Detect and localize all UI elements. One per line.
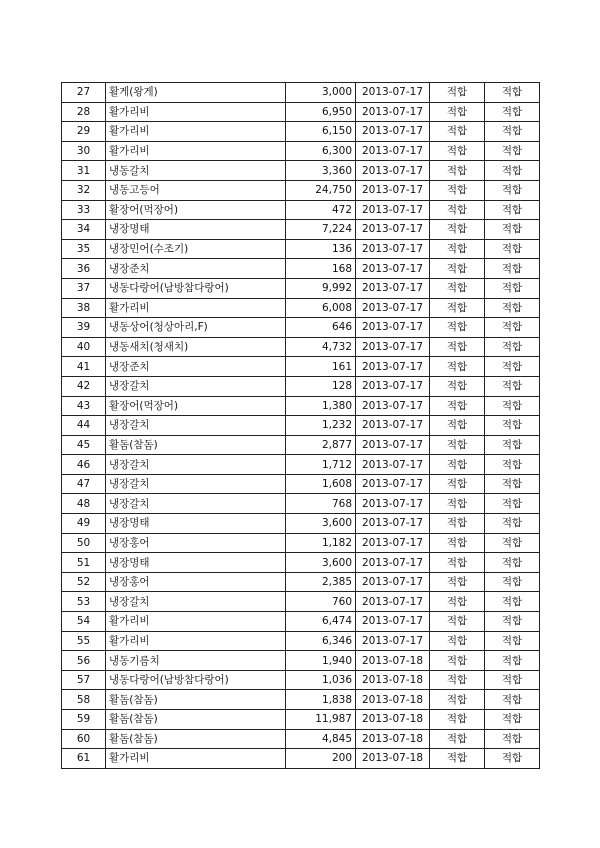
inspection-date-cell: 2013-07-17 <box>356 200 430 220</box>
result-1-cell: 적합 <box>430 102 485 122</box>
row-number-cell: 33 <box>62 200 106 220</box>
item-name-cell: 냉장갈치 <box>106 455 286 475</box>
quantity-cell: 11,987 <box>286 710 356 730</box>
result-2-cell: 적합 <box>485 357 540 377</box>
inspection-date-cell: 2013-07-17 <box>356 259 430 279</box>
table-row <box>62 396 540 416</box>
result-2-cell: 적합 <box>485 533 540 553</box>
result-2-cell: 적합 <box>485 102 540 122</box>
result-1-cell: 적합 <box>430 435 485 455</box>
quantity-cell: 472 <box>286 200 356 220</box>
table-row <box>62 376 540 396</box>
table-row <box>62 729 540 749</box>
row-number-cell: 30 <box>62 141 106 161</box>
item-name-cell: 냉장명태 <box>106 553 286 573</box>
result-2-cell: 적합 <box>485 435 540 455</box>
item-name-cell: 활돔(참돔) <box>106 435 286 455</box>
quantity-cell: 6,474 <box>286 612 356 632</box>
item-name-cell: 활돔(참돔) <box>106 710 286 730</box>
table-row <box>62 553 540 573</box>
inspection-date-cell: 2013-07-17 <box>356 553 430 573</box>
result-2-cell: 적합 <box>485 474 540 494</box>
table-row <box>62 651 540 671</box>
result-2-cell: 적합 <box>485 259 540 279</box>
inspection-date-cell: 2013-07-17 <box>356 83 430 103</box>
item-name-cell: 활가리비 <box>106 631 286 651</box>
table-row <box>62 200 540 220</box>
row-number-cell: 31 <box>62 161 106 181</box>
table-row <box>62 572 540 592</box>
result-2-cell: 적합 <box>485 651 540 671</box>
table-row <box>62 514 540 534</box>
table-row <box>62 122 540 142</box>
result-1-cell: 적합 <box>430 533 485 553</box>
inspection-table <box>61 82 540 769</box>
item-name-cell: 냉동기름치 <box>106 651 286 671</box>
table-row <box>62 337 540 357</box>
result-2-cell: 적합 <box>485 416 540 436</box>
result-1-cell: 적합 <box>430 337 485 357</box>
result-1-cell: 적합 <box>430 396 485 416</box>
result-1-cell: 적합 <box>430 318 485 338</box>
item-name-cell: 냉동다랑어(남방참다랑어) <box>106 670 286 690</box>
item-name-cell: 활가리비 <box>106 298 286 318</box>
inspection-date-cell: 2013-07-17 <box>356 180 430 200</box>
table-row <box>62 631 540 651</box>
row-number-cell: 29 <box>62 122 106 142</box>
result-1-cell: 적합 <box>430 200 485 220</box>
quantity-cell: 4,845 <box>286 729 356 749</box>
quantity-cell: 1,232 <box>286 416 356 436</box>
inspection-date-cell: 2013-07-17 <box>356 494 430 514</box>
item-name-cell: 활장어(먹장어) <box>106 396 286 416</box>
result-2-cell: 적합 <box>485 141 540 161</box>
inspection-date-cell: 2013-07-17 <box>356 514 430 534</box>
quantity-cell: 1,380 <box>286 396 356 416</box>
item-name-cell: 활가리비 <box>106 612 286 632</box>
row-number-cell: 49 <box>62 514 106 534</box>
result-2-cell: 적합 <box>485 514 540 534</box>
table-row <box>62 180 540 200</box>
quantity-cell: 6,008 <box>286 298 356 318</box>
quantity-cell: 168 <box>286 259 356 279</box>
row-number-cell: 32 <box>62 180 106 200</box>
quantity-cell: 1,940 <box>286 651 356 671</box>
inspection-date-cell: 2013-07-17 <box>356 278 430 298</box>
table-row <box>62 455 540 475</box>
result-2-cell: 적합 <box>485 278 540 298</box>
row-number-cell: 55 <box>62 631 106 651</box>
row-number-cell: 38 <box>62 298 106 318</box>
item-name-cell: 냉장민어(수조기) <box>106 239 286 259</box>
result-1-cell: 적합 <box>430 298 485 318</box>
result-2-cell: 적합 <box>485 161 540 181</box>
table-row <box>62 278 540 298</box>
inspection-date-cell: 2013-07-17 <box>356 416 430 436</box>
item-name-cell: 냉장갈치 <box>106 592 286 612</box>
inspection-date-cell: 2013-07-17 <box>356 592 430 612</box>
inspection-date-cell: 2013-07-17 <box>356 572 430 592</box>
result-1-cell: 적합 <box>430 259 485 279</box>
row-number-cell: 35 <box>62 239 106 259</box>
result-1-cell: 적합 <box>430 514 485 534</box>
result-1-cell: 적합 <box>430 474 485 494</box>
result-1-cell: 적합 <box>430 122 485 142</box>
row-number-cell: 51 <box>62 553 106 573</box>
result-2-cell: 적합 <box>485 298 540 318</box>
row-number-cell: 60 <box>62 729 106 749</box>
table-body <box>62 83 540 769</box>
result-1-cell: 적합 <box>430 455 485 475</box>
table-row <box>62 474 540 494</box>
quantity-cell: 760 <box>286 592 356 612</box>
row-number-cell: 44 <box>62 416 106 436</box>
quantity-cell: 6,950 <box>286 102 356 122</box>
table-row <box>62 494 540 514</box>
result-2-cell: 적합 <box>485 690 540 710</box>
table-row <box>62 749 540 769</box>
inspection-date-cell: 2013-07-17 <box>356 357 430 377</box>
row-number-cell: 40 <box>62 337 106 357</box>
result-1-cell: 적합 <box>430 161 485 181</box>
item-name-cell: 냉동새치(청새치) <box>106 337 286 357</box>
quantity-cell: 646 <box>286 318 356 338</box>
quantity-cell: 1,838 <box>286 690 356 710</box>
quantity-cell: 3,000 <box>286 83 356 103</box>
inspection-date-cell: 2013-07-17 <box>356 396 430 416</box>
result-2-cell: 적합 <box>485 200 540 220</box>
result-1-cell: 적합 <box>430 416 485 436</box>
result-2-cell: 적합 <box>485 122 540 142</box>
inspection-date-cell: 2013-07-17 <box>356 533 430 553</box>
table-row <box>62 533 540 553</box>
inspection-date-cell: 2013-07-18 <box>356 749 430 769</box>
row-number-cell: 28 <box>62 102 106 122</box>
item-name-cell: 활장어(먹장어) <box>106 200 286 220</box>
item-name-cell: 냉동상어(청상아리,F) <box>106 318 286 338</box>
item-name-cell: 냉장명태 <box>106 220 286 240</box>
table-row <box>62 298 540 318</box>
table-row <box>62 690 540 710</box>
table-row <box>62 670 540 690</box>
row-number-cell: 41 <box>62 357 106 377</box>
quantity-cell: 1,712 <box>286 455 356 475</box>
result-2-cell: 적합 <box>485 749 540 769</box>
quantity-cell: 2,385 <box>286 572 356 592</box>
result-2-cell: 적합 <box>485 612 540 632</box>
table-row <box>62 83 540 103</box>
result-1-cell: 적합 <box>430 612 485 632</box>
row-number-cell: 39 <box>62 318 106 338</box>
item-name-cell: 냉장갈치 <box>106 494 286 514</box>
inspection-date-cell: 2013-07-18 <box>356 710 430 730</box>
item-name-cell: 냉장준치 <box>106 259 286 279</box>
row-number-cell: 58 <box>62 690 106 710</box>
inspection-date-cell: 2013-07-18 <box>356 729 430 749</box>
result-1-cell: 적합 <box>430 592 485 612</box>
inspection-date-cell: 2013-07-17 <box>356 631 430 651</box>
row-number-cell: 46 <box>62 455 106 475</box>
inspection-date-cell: 2013-07-17 <box>356 220 430 240</box>
quantity-cell: 3,360 <box>286 161 356 181</box>
inspection-date-cell: 2013-07-17 <box>356 435 430 455</box>
result-1-cell: 적합 <box>430 670 485 690</box>
table-row <box>62 141 540 161</box>
quantity-cell: 6,346 <box>286 631 356 651</box>
item-name-cell: 냉장명태 <box>106 514 286 534</box>
inspection-date-cell: 2013-07-18 <box>356 651 430 671</box>
result-2-cell: 적합 <box>485 455 540 475</box>
item-name-cell: 활돔(참돔) <box>106 729 286 749</box>
quantity-cell: 3,600 <box>286 514 356 534</box>
inspection-date-cell: 2013-07-17 <box>356 239 430 259</box>
quantity-cell: 128 <box>286 376 356 396</box>
result-2-cell: 적합 <box>485 729 540 749</box>
row-number-cell: 59 <box>62 710 106 730</box>
quantity-cell: 1,608 <box>286 474 356 494</box>
quantity-cell: 6,150 <box>286 122 356 142</box>
result-1-cell: 적합 <box>430 690 485 710</box>
result-1-cell: 적합 <box>430 553 485 573</box>
quantity-cell: 4,732 <box>286 337 356 357</box>
quantity-cell: 6,300 <box>286 141 356 161</box>
quantity-cell: 1,036 <box>286 670 356 690</box>
result-1-cell: 적합 <box>430 651 485 671</box>
quantity-cell: 768 <box>286 494 356 514</box>
result-2-cell: 적합 <box>485 572 540 592</box>
item-name-cell: 냉동고등어 <box>106 180 286 200</box>
table-row <box>62 710 540 730</box>
item-name-cell: 활게(왕게) <box>106 83 286 103</box>
result-2-cell: 적합 <box>485 710 540 730</box>
inspection-date-cell: 2013-07-17 <box>356 612 430 632</box>
quantity-cell: 2,877 <box>286 435 356 455</box>
quantity-cell: 9,992 <box>286 278 356 298</box>
result-1-cell: 적합 <box>430 278 485 298</box>
item-name-cell: 활가리비 <box>106 749 286 769</box>
result-2-cell: 적합 <box>485 396 540 416</box>
quantity-cell: 3,600 <box>286 553 356 573</box>
result-1-cell: 적합 <box>430 220 485 240</box>
row-number-cell: 43 <box>62 396 106 416</box>
inspection-date-cell: 2013-07-17 <box>356 141 430 161</box>
inspection-date-cell: 2013-07-17 <box>356 298 430 318</box>
table-row <box>62 435 540 455</box>
result-2-cell: 적합 <box>485 337 540 357</box>
result-2-cell: 적합 <box>485 220 540 240</box>
row-number-cell: 37 <box>62 278 106 298</box>
row-number-cell: 36 <box>62 259 106 279</box>
row-number-cell: 52 <box>62 572 106 592</box>
quantity-cell: 200 <box>286 749 356 769</box>
result-1-cell: 적합 <box>430 239 485 259</box>
item-name-cell: 냉동다랑어(남방참다랑어) <box>106 278 286 298</box>
table-row <box>62 239 540 259</box>
result-1-cell: 적합 <box>430 83 485 103</box>
quantity-cell: 24,750 <box>286 180 356 200</box>
item-name-cell: 냉장갈치 <box>106 474 286 494</box>
result-1-cell: 적합 <box>430 729 485 749</box>
result-1-cell: 적합 <box>430 376 485 396</box>
table-row <box>62 416 540 436</box>
item-name-cell: 활돔(참돔) <box>106 690 286 710</box>
item-name-cell: 활가리비 <box>106 122 286 142</box>
inspection-date-cell: 2013-07-17 <box>356 318 430 338</box>
inspection-date-cell: 2013-07-17 <box>356 102 430 122</box>
result-2-cell: 적합 <box>485 631 540 651</box>
row-number-cell: 34 <box>62 220 106 240</box>
result-2-cell: 적합 <box>485 376 540 396</box>
inspection-date-cell: 2013-07-17 <box>356 455 430 475</box>
result-1-cell: 적합 <box>430 357 485 377</box>
table-row <box>62 318 540 338</box>
inspection-date-cell: 2013-07-17 <box>356 122 430 142</box>
result-1-cell: 적합 <box>430 141 485 161</box>
inspection-date-cell: 2013-07-17 <box>356 337 430 357</box>
quantity-cell: 1,182 <box>286 533 356 553</box>
result-2-cell: 적합 <box>485 318 540 338</box>
quantity-cell: 161 <box>286 357 356 377</box>
row-number-cell: 48 <box>62 494 106 514</box>
table-row <box>62 220 540 240</box>
result-1-cell: 적합 <box>430 180 485 200</box>
result-1-cell: 적합 <box>430 494 485 514</box>
row-number-cell: 57 <box>62 670 106 690</box>
result-2-cell: 적합 <box>485 494 540 514</box>
inspection-date-cell: 2013-07-17 <box>356 161 430 181</box>
result-1-cell: 적합 <box>430 710 485 730</box>
row-number-cell: 50 <box>62 533 106 553</box>
result-2-cell: 적합 <box>485 83 540 103</box>
table-row <box>62 259 540 279</box>
table-row <box>62 357 540 377</box>
row-number-cell: 42 <box>62 376 106 396</box>
table-row <box>62 161 540 181</box>
row-number-cell: 54 <box>62 612 106 632</box>
result-2-cell: 적합 <box>485 670 540 690</box>
item-name-cell: 냉장홍어 <box>106 533 286 553</box>
quantity-cell: 7,224 <box>286 220 356 240</box>
table-row <box>62 612 540 632</box>
item-name-cell: 냉장갈치 <box>106 376 286 396</box>
item-name-cell: 활가리비 <box>106 102 286 122</box>
result-2-cell: 적합 <box>485 180 540 200</box>
row-number-cell: 61 <box>62 749 106 769</box>
result-2-cell: 적합 <box>485 239 540 259</box>
result-1-cell: 적합 <box>430 631 485 651</box>
row-number-cell: 45 <box>62 435 106 455</box>
table-row <box>62 102 540 122</box>
inspection-date-cell: 2013-07-18 <box>356 670 430 690</box>
row-number-cell: 27 <box>62 83 106 103</box>
row-number-cell: 47 <box>62 474 106 494</box>
inspection-date-cell: 2013-07-17 <box>356 376 430 396</box>
result-1-cell: 적합 <box>430 749 485 769</box>
row-number-cell: 56 <box>62 651 106 671</box>
table-row <box>62 592 540 612</box>
inspection-date-cell: 2013-07-18 <box>356 690 430 710</box>
result-2-cell: 적합 <box>485 553 540 573</box>
quantity-cell: 136 <box>286 239 356 259</box>
item-name-cell: 냉장홍어 <box>106 572 286 592</box>
item-name-cell: 냉장갈치 <box>106 416 286 436</box>
item-name-cell: 냉장준치 <box>106 357 286 377</box>
item-name-cell: 냉동갈치 <box>106 161 286 181</box>
item-name-cell: 활가리비 <box>106 141 286 161</box>
result-2-cell: 적합 <box>485 592 540 612</box>
result-1-cell: 적합 <box>430 572 485 592</box>
row-number-cell: 53 <box>62 592 106 612</box>
inspection-date-cell: 2013-07-17 <box>356 474 430 494</box>
